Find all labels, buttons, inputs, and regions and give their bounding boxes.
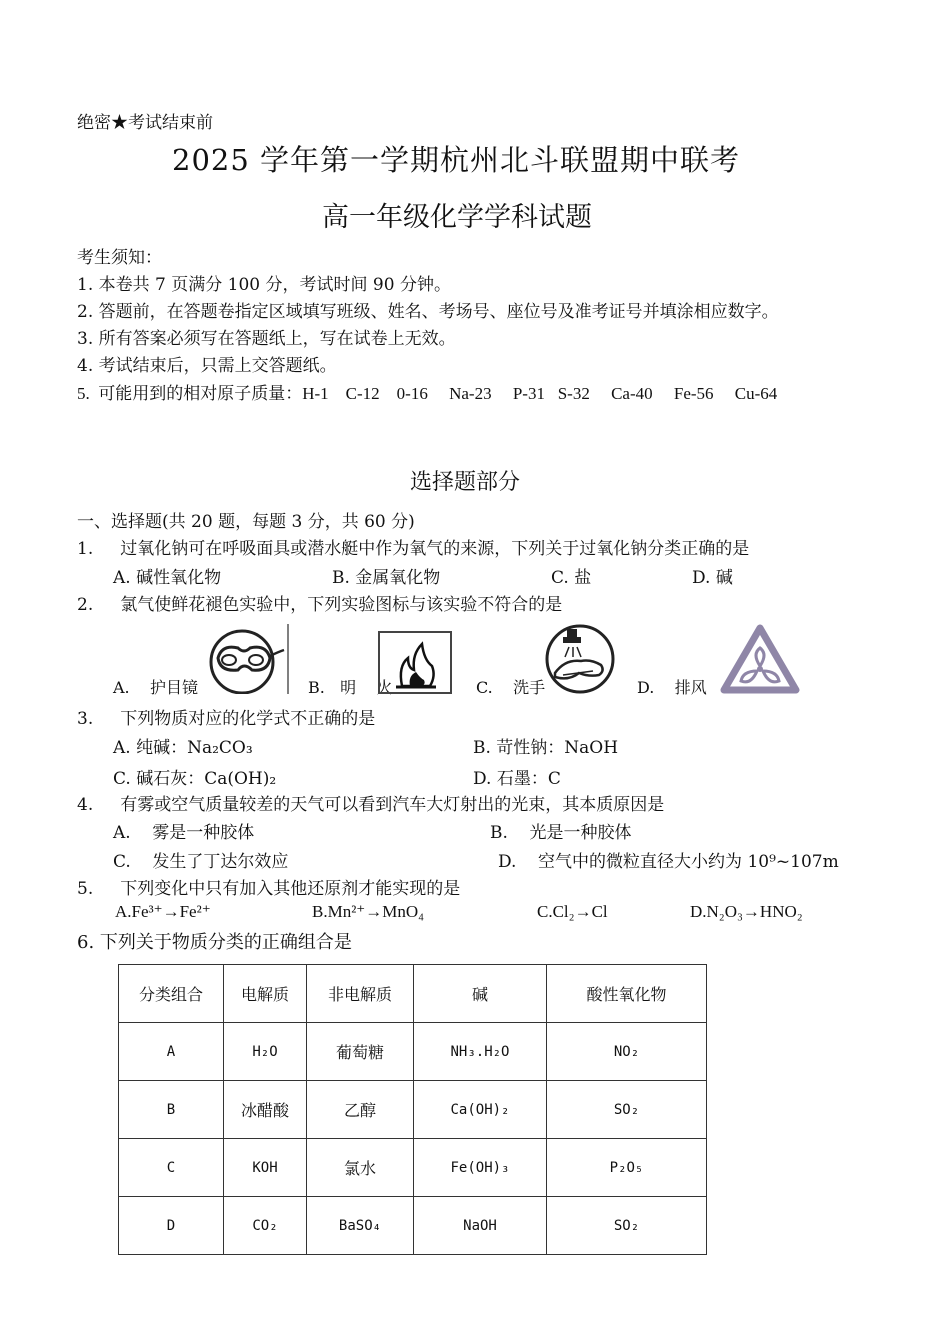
notice-item: 3. 所有答案必须写在答题纸上，写在试卷上无效。 — [77, 329, 456, 349]
table-cell: NaOH — [414, 1197, 547, 1255]
table-header-cell: 分类组合 — [119, 965, 224, 1023]
question-2-option-a: A. 护目镜 — [113, 678, 198, 697]
notice-heading: 考生须知： — [77, 248, 162, 268]
table-cell: CO₂ — [224, 1197, 307, 1255]
table-row — [119, 1139, 707, 1197]
question-4-option-c: C. 发生了丁达尔效应 — [113, 852, 289, 872]
table-cell: BaSO₄ — [307, 1197, 414, 1255]
table-header-row — [119, 965, 707, 1023]
table-header-cell: 酸性氧化物 — [547, 965, 707, 1023]
question-3-option-a: A. 纯碱：Na₂CO₃ — [113, 738, 253, 758]
question-3-stem: 3. 下列物质对应的化学式不正确的是 — [77, 709, 376, 729]
table-cell: 葡萄糖 — [307, 1023, 414, 1081]
table-cell: 乙醇 — [307, 1081, 414, 1139]
question-1-stem: 1. 过氧化钠可在呼吸面具或潜水艇中作为氧气的来源，下列关于过氧化钠分类正确的是 — [77, 539, 750, 559]
hand-wash-icon — [541, 623, 619, 695]
question-3-option-c: C. 碱石灰：Ca(OH)₂ — [113, 769, 277, 789]
table-cell: SO₂ — [547, 1081, 707, 1139]
question-3-option-b: B. 苛性钠：NaOH — [473, 738, 619, 758]
question-2-option-d: D. 排风 — [637, 678, 707, 697]
question-2-option-b: B. 明 火 — [308, 678, 393, 697]
classification-table — [118, 964, 707, 1255]
question-5-option-a: A.Fe³⁺→Fe²⁺ — [115, 902, 211, 921]
section-title: 选择题部分 — [410, 470, 521, 495]
question-2-stem: 2. 氯气使鲜花褪色实验中，下列实验图标与该实验不符合的是 — [77, 595, 563, 615]
table-row — [119, 1023, 707, 1081]
table-header-cell: 非电解质 — [307, 965, 414, 1023]
question-3-option-d: D. 石墨：C — [473, 769, 561, 789]
question-4-option-b: B. 光是一种胶体 — [490, 823, 632, 843]
question-1-option-a: A. 碱性氧化物 — [113, 568, 222, 588]
table-cell: 冰醋酸 — [224, 1081, 307, 1139]
question-4-option-d: D. 空气中的微粒直径大小约为 10⁹~107m — [498, 852, 839, 872]
notice-item: 2. 答题前，在答题卷指定区域填写班级、姓名、考场号、座位号及准考证号并填涂相应数字。 — [77, 302, 779, 322]
table-cell: Fe(OH)₃ — [414, 1139, 547, 1197]
table-row — [119, 1197, 707, 1255]
exam-title: 2025 学年第一学期杭州北斗联盟期中联考 — [172, 143, 741, 177]
question-5-option-b: B.Mn²⁺→MnO₄ — [312, 902, 425, 921]
table-cell: NH₃.H₂O — [414, 1023, 547, 1081]
table-cell: SO₂ — [547, 1197, 707, 1255]
question-4-option-a: A. 雾是一种胶体 — [113, 823, 255, 843]
question-5-option-c: C.Cl₂→Cl — [537, 902, 608, 921]
notice-item: 1. 本卷共 7 页满分 100 分，考试时间 90 分钟。 — [77, 275, 451, 295]
table-cell: Ca(OH)₂ — [414, 1081, 547, 1139]
table-header-cell: 碱 — [414, 965, 547, 1023]
notice-item: 4. 考试结束后，只需上交答题纸。 — [77, 356, 337, 376]
question-5-stem: 5. 下列变化中只有加入其他还原剂才能实现的是 — [77, 879, 461, 899]
secret-label: 绝密★考试结束前 — [77, 113, 213, 133]
table-cell: D — [119, 1197, 224, 1255]
question-5-option-d: D.N₂O₃→HNO₂ — [690, 902, 803, 921]
table-cell: A — [119, 1023, 224, 1081]
table-row — [119, 1081, 707, 1139]
notice-item-atomic-masses: 5. 可能用到的相对原子质量：H-1 C-12 0-16 Na-23 P-31 S-32 Ca-40 Fe-56 Cu-64 — [77, 384, 778, 403]
question-1-option-d: D. 碱 — [692, 568, 733, 588]
goggles-icon — [204, 624, 290, 694]
table-cell: H₂O — [224, 1023, 307, 1081]
question-6-stem: 6. 下列关于物质分类的正确组合是 — [77, 932, 352, 953]
exam-subtitle: 高一年级化学学科试题 — [322, 202, 592, 233]
ventilation-fan-icon — [720, 624, 800, 694]
table-cell: KOH — [224, 1139, 307, 1197]
table-cell: NO₂ — [547, 1023, 707, 1081]
open-flame-icon — [378, 631, 452, 694]
table-cell: 氯水 — [307, 1139, 414, 1197]
table-header-cell: 电解质 — [224, 965, 307, 1023]
question-1-option-c: C. 盐 — [551, 568, 592, 588]
question-4-stem: 4. 有雾或空气质量较差的天气可以看到汽车大灯射出的光束，其本质原因是 — [77, 795, 665, 815]
part-heading: 一、选择题(共 20 题，每题 3 分，共 60 分) — [77, 512, 415, 532]
table-cell: B — [119, 1081, 224, 1139]
table-cell: P₂O₅ — [547, 1139, 707, 1197]
table-cell: C — [119, 1139, 224, 1197]
question-1-option-b: B. 金属氧化物 — [332, 568, 441, 588]
question-2-option-c: C. 洗手 — [476, 678, 546, 697]
